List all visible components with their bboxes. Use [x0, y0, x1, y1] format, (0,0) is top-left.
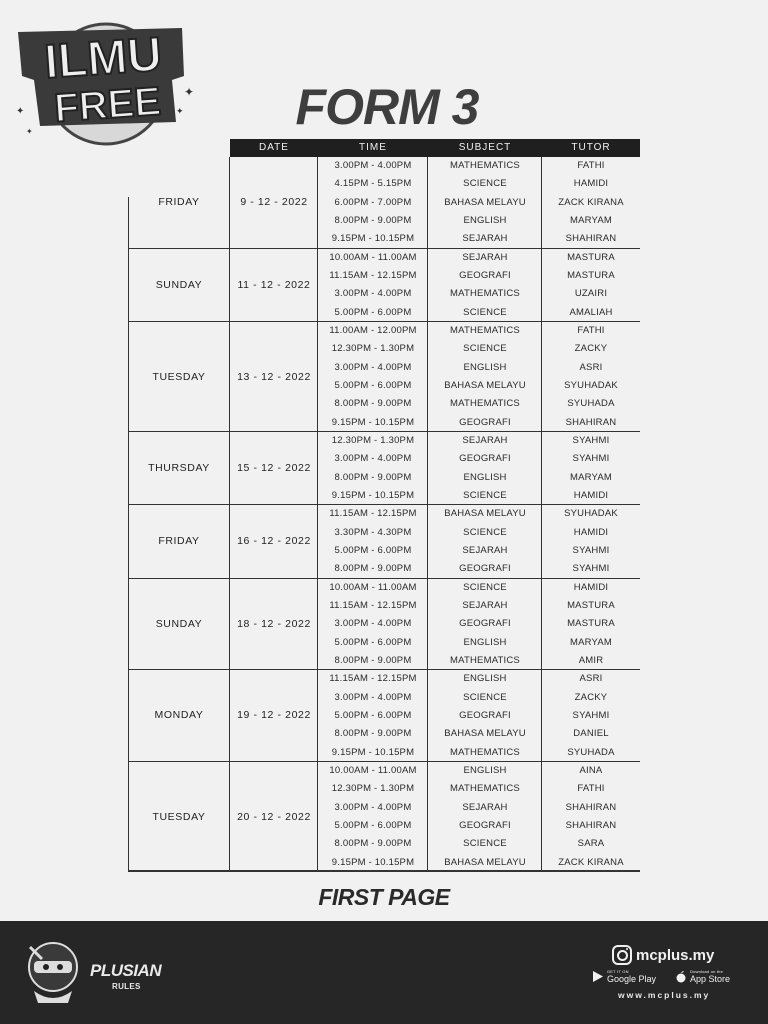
time-cell: 11.15AM - 12.15PM — [329, 600, 417, 611]
subject-cell: MATHEMATICS — [450, 325, 520, 336]
day-cell: SUNDAY — [155, 617, 203, 630]
tutor-cell: SHAHIRAN — [565, 416, 617, 428]
subject-cell: ENGLISH — [463, 673, 507, 685]
day-cell: FRIDAY — [158, 196, 200, 208]
website-link[interactable]: www.mcplus.my — [618, 990, 711, 1000]
page-title: FORM 3 — [295, 79, 479, 135]
subject-cell: MATHEMATICS — [450, 655, 520, 666]
instagram-label: mcplus.my — [636, 946, 715, 964]
time-cell: 5.00PM - 6.00PM — [334, 380, 412, 391]
time-cell: 8.00PM - 9.00PM — [334, 215, 412, 226]
instagram-icon — [612, 945, 632, 965]
tutor-cell: MASTURA — [567, 270, 615, 281]
tutor-cell: SYUHADA — [567, 398, 615, 410]
app-store-big: App Store — [690, 974, 731, 984]
time-cell: 10.00AM - 11.00AM — [329, 251, 417, 263]
apple-icon — [676, 971, 686, 983]
tutor-cell: MARYAM — [569, 636, 613, 648]
svg-text:✦: ✦ — [26, 127, 33, 136]
subject-cell: SEJARAH — [462, 801, 508, 813]
subject-cell: MATHEMATICS — [450, 288, 520, 300]
tutor-cell: MASTURA — [567, 251, 615, 263]
time-cell: 9.15PM - 10.15PM — [331, 856, 415, 868]
time-cell: 11.00AM - 12.00PM — [329, 325, 417, 336]
day-cell: FRIDAY — [158, 535, 200, 548]
subject-cell: GEOGRAFI — [459, 416, 511, 428]
tutor-cell: SHAHIRAN — [565, 233, 617, 245]
tutor-cell: SYUHADAK — [564, 380, 618, 391]
subject-cell: SCIENCE — [463, 490, 507, 501]
subject-cell: GEOGRAFI — [459, 453, 511, 465]
subject-cell: BAHASA MELAYU — [444, 856, 526, 868]
tutor-cell: ZACKY — [574, 343, 608, 355]
subject-cell: SCIENCE — [463, 691, 507, 703]
schedule-table — [128, 139, 640, 872]
tutor-cell: FATHI — [577, 160, 605, 171]
subject-cell: SCIENCE — [463, 343, 507, 355]
subject-cell: ENGLISH — [463, 215, 507, 226]
tutor-cell: SYAHMI — [572, 710, 610, 721]
day-cell: MONDAY — [154, 709, 204, 722]
time-cell: 5.00PM - 6.00PM — [334, 636, 412, 648]
subject-cell: SEJARAH — [462, 435, 508, 446]
subject-cell: MATHEMATICS — [450, 783, 520, 795]
tutor-cell: SYAHMI — [572, 545, 610, 556]
time-cell: 8.00PM - 9.00PM — [334, 398, 412, 410]
date-cell: 20 - 12 - 2022 — [237, 811, 311, 823]
google-play-big: Google Play — [607, 974, 657, 984]
tutor-cell: UZAIRI — [574, 288, 608, 300]
footer — [0, 921, 768, 1024]
svg-text:FREE: FREE — [52, 79, 163, 131]
time-cell: 9.15PM - 10.15PM — [331, 746, 415, 758]
subject-cell: MATHEMATICS — [450, 746, 520, 758]
date-cell: 18 - 12 - 2022 — [237, 617, 311, 630]
tutor-cell: AMALIAH — [569, 306, 613, 318]
time-cell: 5.00PM - 6.00PM — [334, 306, 412, 318]
tutor-cell: ZACK KIRANA — [558, 196, 624, 208]
tutor-cell: ZACKY — [574, 691, 608, 703]
day-cell: TUESDAY — [152, 371, 206, 383]
time-cell: 8.00PM - 9.00PM — [334, 728, 412, 740]
time-cell: 5.00PM - 6.00PM — [334, 545, 412, 556]
time-cell: 10.00AM - 11.00AM — [329, 581, 417, 593]
tutor-cell: AINA — [579, 765, 603, 776]
svg-text:ILMU: ILMU — [42, 28, 164, 90]
header-subject: SUBJECT — [458, 142, 512, 153]
svg-text:✦: ✦ — [176, 107, 184, 117]
time-cell: 11.15AM - 12.15PM — [329, 270, 417, 281]
tutor-cell: SHAHIRAN — [565, 801, 617, 813]
tutor-cell: SYUHADAK — [564, 508, 618, 520]
subject-cell: SCIENCE — [463, 526, 507, 538]
time-cell: 3.00PM - 4.00PM — [334, 361, 412, 373]
subject-cell: SCIENCE — [463, 306, 507, 318]
time-cell: 3.00PM - 4.00PM — [334, 453, 412, 465]
time-cell: 12.30PM - 1.30PM — [331, 343, 415, 355]
group-divider — [128, 870, 640, 872]
subject-cell: GEOGRAFI — [459, 270, 511, 281]
subject-cell: SCIENCE — [463, 838, 507, 850]
brand-name: PLUSIAN — [90, 961, 162, 980]
brand-tag: RULES — [112, 982, 141, 991]
date-cell: 15 - 12 - 2022 — [237, 462, 311, 474]
subject-cell: BAHASA MELAYU — [444, 728, 526, 740]
table-header — [230, 139, 640, 157]
subject-cell: GEOGRAFI — [459, 710, 511, 721]
tutor-cell: MASTURA — [567, 600, 615, 611]
tutor-cell: SYAHMI — [572, 435, 610, 446]
time-cell: 12.30PM - 1.30PM — [331, 783, 415, 795]
google-play-icon — [593, 971, 603, 982]
tutor-cell: SARA — [577, 838, 605, 850]
date-cell: 16 - 12 - 2022 — [237, 535, 311, 548]
subject-cell: ENGLISH — [463, 471, 507, 483]
subject-cell: ENGLISH — [463, 361, 507, 373]
google-play-small: GET IT ON — [607, 969, 629, 974]
subject-cell: ENGLISH — [463, 636, 507, 648]
day-cell: SUNDAY — [155, 278, 203, 291]
subject-cell: GEOGRAFI — [459, 820, 511, 831]
time-cell: 8.00PM - 9.00PM — [334, 563, 412, 575]
time-cell: 3.30PM - 4.30PM — [334, 526, 412, 538]
time-cell: 9.15PM - 10.15PM — [331, 416, 415, 428]
subject-cell: BAHASA MELAYU — [444, 196, 526, 208]
date-cell: 9 - 12 - 2022 — [240, 196, 308, 208]
tutor-cell: HAMIDI — [573, 581, 609, 593]
time-cell: 3.00PM - 4.00PM — [334, 160, 412, 171]
svg-text:✦: ✦ — [16, 106, 25, 117]
tutor-cell: ASRI — [579, 673, 603, 685]
tutor-cell: MARYAM — [569, 471, 613, 483]
time-cell: 11.15AM - 12.15PM — [329, 508, 417, 520]
subject-cell: BAHASA MELAYU — [444, 380, 526, 391]
tutor-cell: SYAHMI — [572, 453, 610, 465]
tutor-cell: SHAHIRAN — [565, 820, 617, 831]
app-store-small: Download on the — [690, 969, 724, 974]
time-cell: 11.15AM - 12.15PM — [329, 673, 417, 685]
tutor-cell: HAMIDI — [573, 178, 609, 190]
google-play-badge[interactable] — [593, 969, 656, 984]
header-tutor: TUTOR — [571, 142, 611, 153]
tutor-cell: AMIR — [578, 655, 604, 666]
subject-cell: MATHEMATICS — [450, 398, 520, 410]
subject-cell: GEOGRAFI — [459, 618, 511, 630]
time-cell: 3.00PM - 4.00PM — [334, 691, 412, 703]
subject-cell: SEJARAH — [462, 545, 508, 556]
header-time: TIME — [359, 142, 387, 153]
date-cell: 19 - 12 - 2022 — [237, 709, 311, 722]
subject-cell: SEJARAH — [462, 251, 508, 263]
time-cell: 3.00PM - 4.00PM — [334, 618, 412, 630]
tutor-cell: MARYAM — [569, 215, 613, 226]
time-cell: 4.15PM - 5.15PM — [334, 178, 412, 190]
subject-cell: MATHEMATICS — [450, 160, 520, 171]
subject-cell: ENGLISH — [463, 765, 507, 776]
page-label: FIRST PAGE — [318, 884, 450, 910]
time-cell: 8.00PM - 9.00PM — [334, 838, 412, 850]
date-cell: 13 - 12 - 2022 — [237, 371, 311, 383]
instagram-handle[interactable] — [612, 945, 714, 965]
tutor-cell: DANIEL — [573, 728, 609, 740]
time-cell: 8.00PM - 9.00PM — [334, 471, 412, 483]
tutor-cell: MASTURA — [567, 618, 615, 630]
time-cell: 10.00AM - 11.00AM — [329, 765, 417, 776]
header-date: DATE — [259, 142, 289, 153]
subject-cell: SCIENCE — [463, 178, 507, 190]
tutor-cell: HAMIDI — [573, 526, 609, 538]
app-store-badge[interactable] — [676, 969, 730, 984]
ninja-mascot-icon — [24, 939, 82, 1005]
tutor-cell: SYUHADA — [567, 746, 615, 758]
subject-cell: GEOGRAFI — [459, 563, 511, 575]
time-cell: 12.30PM - 1.30PM — [331, 435, 415, 446]
time-cell: 3.00PM - 4.00PM — [334, 288, 412, 300]
date-cell: 11 - 12 - 2022 — [237, 278, 311, 291]
tutor-cell: ASRI — [579, 361, 603, 373]
subject-cell: SEJARAH — [462, 600, 508, 611]
subject-cell: SEJARAH — [462, 233, 508, 245]
tutor-cell: ZACK KIRANA — [558, 856, 624, 868]
time-cell: 8.00PM - 9.00PM — [334, 655, 412, 666]
subject-cell: SCIENCE — [463, 581, 507, 593]
time-cell: 9.15PM - 10.15PM — [331, 233, 415, 245]
svg-text:✦: ✦ — [184, 85, 195, 99]
day-cell: THURSDAY — [148, 462, 210, 474]
time-cell: 9.15PM - 10.15PM — [331, 490, 415, 501]
day-cell: TUESDAY — [152, 811, 206, 823]
tutor-cell: FATHI — [577, 325, 605, 336]
time-cell: 6.00PM - 7.00PM — [334, 196, 412, 208]
tutor-cell: FATHI — [577, 783, 605, 795]
tutor-cell: HAMIDI — [573, 490, 609, 501]
time-cell: 3.00PM - 4.00PM — [334, 801, 412, 813]
tutor-cell: SYAHMI — [572, 563, 610, 575]
time-cell: 5.00PM - 6.00PM — [334, 820, 412, 831]
subject-cell: BAHASA MELAYU — [444, 508, 526, 520]
time-cell: 5.00PM - 6.00PM — [334, 710, 412, 721]
